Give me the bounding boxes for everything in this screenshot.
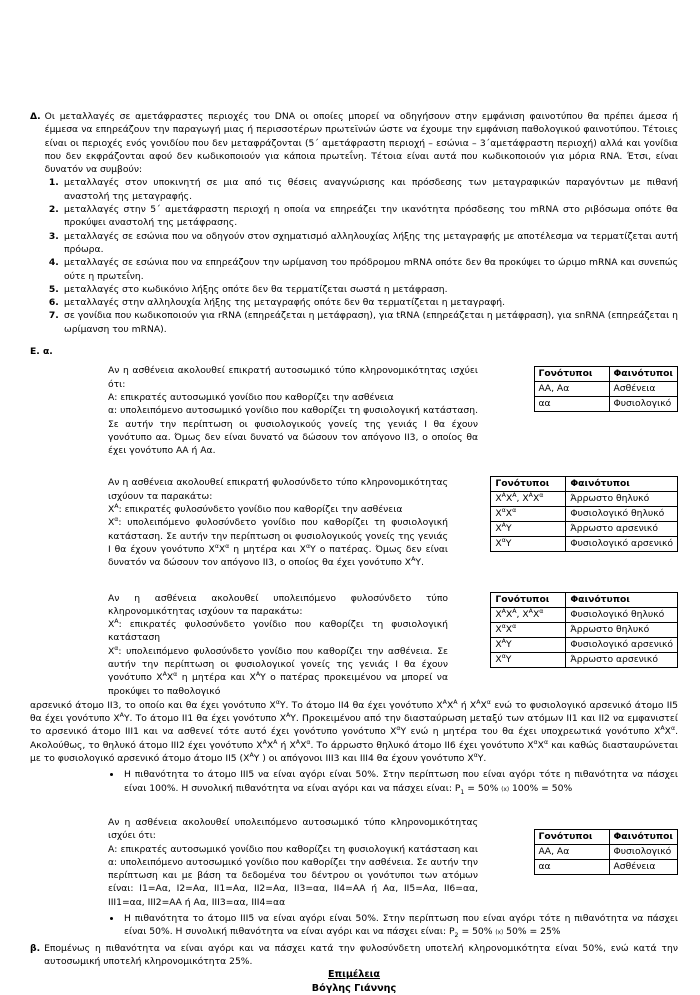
lp-d: ενώ το φυσιολογικό αρσενικό άτομο ΙΙ5 θα έχει γονότυπο (30, 699, 679, 725)
section-beta (30, 942, 678, 969)
bullet-text-3: 50% = 25% (503, 926, 561, 938)
lp-c: ή (460, 699, 467, 711)
case-xlinked-dominant (30, 476, 678, 569)
table-cell-phenotype: Ασθένεια (609, 382, 678, 397)
lp-i: ή (280, 739, 287, 751)
case-xlinked-recessive (30, 592, 678, 797)
ar-probability-bullets (30, 912, 678, 941)
table-cell-genotype: ΑΑ, Αα (534, 844, 609, 859)
table-row (534, 382, 678, 397)
section-beta-label: β. (30, 942, 41, 954)
xd-line-b-mid2: ο πατέρας. Όμως δεν είναι δυνατόν να δώσουν τον απόγονο ΙΙ3, ο οποίος θα έχει γονότυπο (108, 543, 449, 569)
xr-line-b-mid: η μητέρα και (181, 672, 246, 684)
list-item: 6. μεταλλαγές στην αλληλουχία λήξης της μεταγραφής οπότε δεν θα τερματίζεται η μεταγραφή. (62, 296, 678, 309)
table-cell-phenotype: Φυσιολογικό αρσενικό (566, 537, 678, 552)
table-header-phenotypes: Φαινότυποι (566, 592, 678, 607)
table-cell-genotype: $X^\alpha X^\alpha$ (491, 507, 566, 522)
table-row (491, 637, 678, 652)
table-cell-genotype: $X^A\Upsilon$ (491, 637, 566, 652)
table-row (491, 622, 678, 637)
table-header-genotypes: Γονότυποι (534, 367, 609, 382)
table-cell-genotype: $X^\alpha X^\alpha$ (491, 622, 566, 637)
bullet-text-2: = 50% (464, 782, 502, 794)
signature-block (30, 968, 678, 995)
table-row (491, 652, 678, 667)
table-cell-phenotype: Ασθένεια (609, 859, 678, 874)
case-autosomal-recessive (30, 816, 678, 941)
table-row (534, 859, 678, 874)
xd-intro: Αν η ασθένεια ακολουθεί επικρατή φυλοσύνδετο τύπο κληρονομικότητας ισχύουν τα παρακάτω: (108, 477, 448, 502)
lp-a: αρσενικό άτομο ΙΙ3, το οποίο και θα έχει γονότυπο (30, 699, 267, 711)
genotype-table-autosomal-recessive (534, 829, 679, 875)
signature-title: Επιμέλεια (327, 969, 381, 981)
bullet-multiply-symbol: (x) (495, 930, 504, 937)
table-cell-phenotype: Φυσιολογικό θηλυκό (566, 507, 678, 522)
xr-line-b: $X^\alpha$: υπολειπόμενο φυλοσύνδετο γονίδιο που καθορίζει την ασθένεια. Σε αυτήν την περίπτωση οι φυσιολογικοί γονείς της γενιάς Ι θα έχουν γονότυπο $X^AX^\alpha$ η μητέρα και $X^A\Upsilon$ ο πατέρας προκειμένου να μπορεί να προκύψει το παθολογικό (108, 644, 448, 697)
table-header-genotypes: Γονότυποι (534, 829, 609, 844)
list-item (122, 912, 678, 941)
list-item (122, 768, 678, 797)
lp-g: ενώ η μητέρα του θα έχει υποχρεωτικά γονότυπο (410, 726, 650, 738)
genotype-table-autosomal-dominant (534, 366, 679, 412)
ar-line-2: Α: επικρατές αυτοσωμικό γονίδιο που καθορίζει τη φυσιολογική κατάσταση και α: υπολειπόμενο αυτοσωμικό γονίδιο που καθορίζει την ασθένεια. Σε αυτήν την περίπτωση και με βάση τα δεδομένα του δέντρου οι γονότυποι των ατόμων είναι: Ι1=Αα, Ι2=Αα, ΙΙ1=Αα, ΙΙ2=Αα, ΙΙ3=αα, ΙΙ4=ΑΑ ή Αα, ΙΙ5=Αα, ΙΙ6=αα, ΙΙΙ1=αα, ΙΙΙ2=ΑΑ ή Αα, ΙΙΙ3=αα, ΙΙΙ4=αα (108, 843, 478, 908)
ar-line-1: Αν η ασθένεια ακολουθεί υπολειπόμενο αυτοσωμικό τύπο κληρονομικότητας ισχύει ότι: (108, 816, 478, 842)
table-row (491, 507, 678, 522)
lp-f: Προκειμένου από την διασταύρωση μεταξύ των ατόμων ΙΙ1 και ΙΙ2 να εμφανιστεί το αρσενικό άτομο ΙΙΙ1 και να ασθενεί τότε αυτό έχει γονότυπο (30, 713, 679, 738)
table-row (491, 522, 678, 537)
table-cell-phenotype: Φυσιολογικό αρσενικό (566, 637, 678, 652)
table-cell-phenotype: Άρρωστο αρσενικό (566, 652, 678, 667)
table-header-phenotypes: Φαινότυποι (609, 367, 678, 382)
lp-e: Το άτομο ΙΙ1 θα έχει γονότυπο (135, 713, 277, 725)
list-item: 2. μεταλλαγές στην 5΄ αμετάφραστη περιοχή η οποία να επηρεάζει την ικανότητα πρόσδεσης του mRNA στο ριβόσωμα οπότε θα προκύψει αναστολή της μετάφρασης. (62, 203, 678, 230)
bullet-text-1: Η πιθανότητα το άτομο ΙΙΙ5 να είναι αγόρι είναι 50%. Στην περίπτωση που είναι αγόρι τότε η πιθανότητα να πάσχει είναι 50%. Η συνολική πιθανότητα να είναι αγόρι και να πάσχει είναι: P (124, 913, 678, 938)
xd-line-a: $X^A$: επικρατές φυλοσύνδετο γονίδιο που καθορίζει την ασθένεια (108, 502, 403, 516)
list-item: 4. μεταλλαγές σε εσώνια που να επηρεάζουν την ωρίμανση του πρόδρομου mRNA οπότε δεν θα προκύψει το ώριμο mRNA και συνεπώς ούτε η πρωτεΐνη. (62, 256, 678, 283)
section-epsilon-label: Ε. α. (30, 346, 53, 358)
list-item: 7. σε γονίδια που κωδικοποιούν για rRNA (επηρεάζεται η μετάφραση), για tRNA (επηρεάζεται η μετάφραση), για snRNA (επηρεάζεται η ωρίμανση του mRNA). (62, 309, 678, 336)
genotype-table-xlinked-recessive (490, 592, 678, 668)
ad-line-2: Α: επικρατές αυτοσωμικό γονίδιο που καθορίζει την ασθένεια (108, 391, 394, 403)
table-cell-genotype: $X^\alpha\Upsilon$ (491, 652, 566, 667)
genotype-table-xlinked-dominant (490, 476, 678, 552)
table-cell-genotype: αα (534, 859, 609, 874)
table-cell-genotype: αα (534, 397, 609, 412)
table-header-genotypes: Γονότυποι (491, 477, 566, 492)
table-cell-phenotype: Φυσιολογικό (609, 844, 678, 859)
section-beta-text: Επομένως η πιθανότητα να είναι αγόρι και να πάσχει κατά την φυλοσύνδετη υποτελή κληρονομικότητα είναι 50%, ενώ κατά την αυτοσωμική υποτελή κληρονομικότητα 25%. (44, 942, 678, 967)
lp-l: ) οι απόγονοι ΙΙΙ3 και ΙΙΙ4 θα έχουν γονότυπο (262, 753, 465, 765)
bullet-text-3: 100% = 50% (509, 782, 573, 794)
mutation-list (30, 176, 678, 336)
section-delta (30, 110, 678, 176)
xd-line-b-text: : υπολειπόμενο φυλοσύνδετο γονίδιο που καθορίζει τη φυσιολογική κατάσταση. Σε αυτήν την περίπτωση οι φυσιολογικούς γονείς της γενιάς Ι θα έχουν γονότυπο (108, 517, 448, 555)
section-delta-label: Δ. (30, 111, 41, 122)
table-row (534, 397, 678, 412)
table-header-phenotypes: Φαινότυποι (566, 477, 678, 492)
table-row (491, 607, 678, 622)
xd-line-a-text: : επικρατές φυλοσύνδετο γονίδιο που καθορίζει την ασθένεια (118, 504, 403, 516)
table-cell-phenotype: Άρρωστο θηλυκό (566, 492, 678, 507)
table-header-phenotypes: Φαινότυποι (609, 829, 678, 844)
xr-probability-bullets (30, 768, 678, 797)
list-item: 1. μεταλλαγές στον υποκινητή σε μια από τις θέσεις αναγνώρισης και πρόσδεσης των μεταγραφικών παραγόντων με πιθανή αναστολή της μεταγραφής. (62, 176, 678, 203)
bullet-text-2: = 50% (458, 926, 496, 938)
table-cell-genotype: $X^AX^A$, $X^AX^\alpha$ (491, 607, 566, 622)
lp-k: και καθώς διασταυρώνεται με το φυσιολογικό αρσενικό άτομο άτομο ΙΙ5 ( (30, 739, 678, 765)
table-cell-genotype: $X^\alpha\Upsilon$ (491, 537, 566, 552)
xr-line-a: $X^A$: επικρατές φυλοσύνδετο γονίδιο που καθορίζει τη φυσιολογική κατάσταση (108, 618, 448, 644)
xr-line-b-text: : υπολειπόμενο φυλοσύνδετο γονίδιο που καθορίζει την ασθένεια. Σε αυτήν την περίπτωση οι φυσιολογικοί γονείς της γενιάς Ι θα έχουν γονότυπο (108, 645, 448, 684)
bullet-subscript: 1 (460, 788, 465, 796)
table-cell-phenotype: Άρρωστο θηλυκό (566, 622, 678, 637)
bullet-multiply-symbol: (x) (501, 786, 510, 793)
xr-line-b-mid2: ο πατέρας προκειμένου να μπορεί να προκύψει το παθολογικό (108, 672, 448, 697)
bullet-subscript: 2 (454, 932, 459, 940)
table-cell-genotype: $X^AX^A$, $X^AX^\alpha$ (491, 492, 566, 507)
xr-intro: Αν η ασθένεια ακολουθεί υπολειπόμενο φυλοσύνδετο τύπο κληρονομικότητας ισχύουν τα παρακάτω: (108, 592, 448, 617)
lp-j: Το άρρωστο θηλυκό άτομο ΙΙ6 έχει γονότυπο (316, 739, 525, 751)
lp-h: Ακολούθως, το θηλυκό άτομο ΙΙΙ2 έχει γονότυπο (30, 739, 254, 751)
section-delta-paragraph: Οι μεταλλαγές σε αμετάφραστες περιοχές του DNA οι οποίες μπορεί να οδηγήσουν στην εμφάνιση φαινοτύπου θα πρέπει άμεσα ή έμμεσα να επηρεάζουν την παραγωγή μιας ή περισσοτέρων πρωτεϊνών ώστε να έχουμε την εμφάνιση παθολογικού φαινοτύπου. Τέτοιες είναι οι περιοχές ενός γονιδίου που δεν μεταφράζονται (5΄ αμετάφραστη περιοχή – εσώνια – 3΄αμετάφραστη περιοχή) αλλά και γονίδια που δεν εκφράζονται αφού δεν κωδικοποιούν για κάποια πρωτεΐνη. Τέτοια είναι αυτά που κωδικοποιούν για μόρια RNA. Έτσι, είναι δυνατόν να συμβούν: (44, 111, 678, 176)
ad-line-1: Αν η ασθένεια ακολουθεί επικρατή αυτοσωμικό τύπο κληρονομικότητας ισχύει ότι: (108, 365, 478, 390)
case-autosomal-dominant (30, 364, 678, 457)
table-cell-genotype: $X^A\Upsilon$ (491, 522, 566, 537)
lp-b: Το άτομο ΙΙ4 θα έχει γονότυπο (291, 699, 434, 711)
xd-line-b: $X^\alpha$: υπολειπόμενο φυλοσύνδετο γονίδιο που καθορίζει τη φυσιολογική κατάσταση. Σε αυτήν την περίπτωση οι φυσιολογικούς γονείς της γενιάς Ι θα έχουν γονότυπο $X^\alpha X^\alpha$ η μητέρα και $X^\alpha\Upsilon$ ο πατέρας. Όμως δεν είναι δυνατόν να δώσουν τον απόγονο ΙΙ3, ο οποίος θα έχει γονότυπο $X^A\Upsilon$. (108, 516, 449, 569)
xr-line-a-text: : επικρατές φυλοσύνδετο γονίδιο που καθορίζει τη φυσιολογική κατάσταση (108, 619, 448, 644)
xr-long-paragraph: αρσενικό άτομο ΙΙ3, το οποίο και θα έχει γονότυπο $X^\alpha\Upsilon$. Το άτομο ΙΙ4 θα έχει γονότυπο $X^AX^A$ ή $X^AX^\alpha$ ενώ το φυσιολογικό αρσενικό άτομο ΙΙ5 θα έχει γονότυπο $X^A\Upsilon$. Το άτομο ΙΙ1 θα έχει γονότυπο $X^A\Upsilon$. Προκειμένου από την διασταύρωση μεταξύ των ατόμων ΙΙ1 και ΙΙ2 να εμφανιστεί το αρσενικό άτομο ΙΙΙ1 και να ασθενεί τότε αυτό έχει γονότυπο γονότυπο $X^\alpha\Upsilon$ ενώ η μητέρα του θα έχει υποχρεωτικά γονότυπο $X^AX^\alpha$. Ακολούθως, το θηλυκό άτομο ΙΙΙ2 έχει γονότυπο $X^AX^A$ ή $X^AX^\alpha$. Το άρρωστο θηλυκό άτομο ΙΙ6 έχει γονότυπο $X^\alpha X^\alpha$ και καθώς διασταυρώνεται με το φυσιολογικό αρσενικό άτομο άτομο ΙΙ5 ($X^A\Upsilon$ ) οι απόγονοι ΙΙΙ3 και ΙΙΙ4 θα έχουν γονότυπο $X^\alpha\Upsilon$. (30, 698, 679, 765)
ad-line-3: α: υπολειπόμενο αυτοσωμικό γονίδιο που καθορίζει τη φυσιολογική κατάσταση. Σε αυτήν την περίπτωση οι φυσιολογικούς γονείς της γενιάς Ι θα έχουν γονότυπο αα. Όμως δεν είναι δυνατό να δώσουν τον απόγονο ΙΙ3, ο οποίος θα έχει γονότυπο ΑΑ ή Αα. (108, 405, 478, 457)
table-header-genotypes: Γονότυποι (491, 592, 566, 607)
table-row (491, 537, 678, 552)
table-cell-phenotype: Φυσιολογικό (609, 397, 678, 412)
table-row (534, 844, 678, 859)
table-row (491, 492, 678, 507)
table-cell-phenotype: Άρρωστο αρσενικό (566, 522, 678, 537)
list-item: 5. μεταλλαγές στο κωδικόνιο λήξης οπότε δεν θα τερματίζεται σωστά η μετάφραση. (62, 283, 678, 296)
bullet-text-1: Η πιθανότητα το άτομο ΙΙΙ5 να είναι αγόρι είναι 50%. Στην περίπτωση που είναι αγόρι τότε η πιθανότητα να πάσχει είναι 100%. Η συνολική πιθανότητα να είναι αγόρι και να πάσχει είναι: P (124, 769, 678, 794)
xd-line-b-mid: η μητέρα και (233, 543, 296, 555)
table-cell-phenotype: Φυσιολογικό θηλυκό (566, 607, 678, 622)
list-item: 3. μεταλλαγές σε εσώνια που να οδηγούν στον σχηματισμό αλληλουχίας λήξης της μεταγραφής με αποτέλεσμα να τερματίζεται αυτή πρόωρα. (62, 230, 678, 257)
signature-name: Βόγλης Γιάννης (311, 982, 397, 994)
table-cell-genotype: ΑΑ, Αα (534, 382, 609, 397)
